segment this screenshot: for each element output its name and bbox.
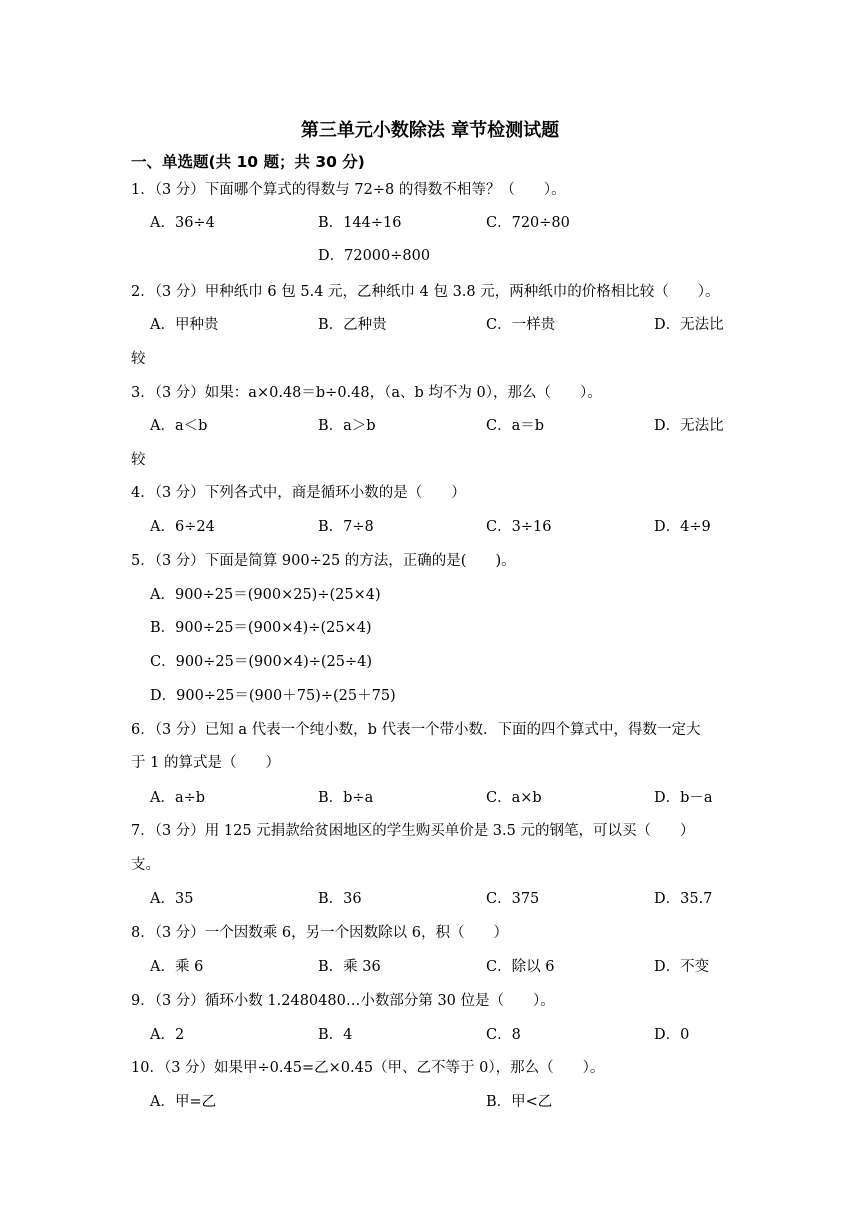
question-3-stem: 3．（3 分）如果：a×0.48＝b÷0.48，（a、b 均不为 0），那么（ ）。 xyxy=(131,385,602,401)
page-title: 第三单元小数除法 章节检测试题 xyxy=(300,120,560,141)
question-8-option-c: C．除以 6 xyxy=(486,959,555,975)
question-3-option-d: D．无法比 xyxy=(654,418,724,434)
question-9-option-a: A．2 xyxy=(150,1027,185,1043)
question-1-option-a: A．36÷4 xyxy=(150,215,215,231)
question-4-option-b: B．7÷8 xyxy=(318,519,374,535)
question-8-option-a: A．乘 6 xyxy=(150,959,204,975)
question-8-option-b: B．乘 36 xyxy=(318,959,381,975)
question-3-option-a: A．a＜b xyxy=(150,418,208,434)
question-5-option-c: C．900÷25＝(900×4)÷(25÷4) xyxy=(150,654,373,670)
question-2-option-c: C．一样贵 xyxy=(486,317,556,333)
question-6-option-b: B．b÷a xyxy=(318,790,374,806)
question-7-option-d: D．35.7 xyxy=(654,891,713,907)
question-2-option-b: B．乙种贵 xyxy=(318,317,387,333)
question-3-option-d-wrap: 较 xyxy=(131,452,146,468)
question-2-option-d-wrap: 较 xyxy=(131,351,146,367)
question-5-stem: 5．（3 分）下面是简算 900÷25 的方法，正确的是( )。 xyxy=(131,553,516,569)
question-6-stem-line-1: 6．（3 分）已知 a 代表一个纯小数，b 代表一个带小数．下面的四个算式中，得数一定大 xyxy=(131,722,701,738)
question-6-option-c: C．a×b xyxy=(486,790,542,806)
question-7-option-c: C．375 xyxy=(486,891,540,907)
question-4-stem: 4．（3 分）下列各式中，商是循环小数的是（ ） xyxy=(131,485,466,501)
question-9-option-c: C．8 xyxy=(486,1027,521,1043)
question-8-option-d: D．不变 xyxy=(654,959,710,975)
question-2-option-a: A．甲种贵 xyxy=(150,317,219,333)
question-5-option-b: B．900÷25＝(900×4)÷(25×4) xyxy=(150,620,372,636)
question-1-stem: 1．（3 分）下面哪个算式的得数与 72÷8 的得数不相等？（ ）。 xyxy=(131,182,566,198)
question-7-stem-line-1: 7．（3 分）用 125 元捐款给贫困地区的学生购买单价是 3.5 元的钢笔，可以买（ ） xyxy=(131,823,695,839)
question-5-option-a: A．900÷25＝(900×25)÷(25×4) xyxy=(150,587,381,603)
question-4-option-c: C．3÷16 xyxy=(486,519,552,535)
question-6-option-a: A．a÷b xyxy=(150,790,206,806)
question-1-option-b: B．144÷16 xyxy=(318,215,402,231)
question-3-option-c: C．a＝b xyxy=(486,418,545,434)
question-9-option-b: B．4 xyxy=(318,1027,353,1043)
question-1-option-c: C．720÷80 xyxy=(486,215,570,231)
question-7-option-a: A．35 xyxy=(150,891,194,907)
question-3-option-b: B．a＞b xyxy=(318,418,376,434)
question-10-stem: 10．（3 分）如果甲÷0.45=乙×0.45（甲、乙不等于 0），那么（ ）。 xyxy=(131,1060,605,1076)
question-10-option-a: A．甲=乙 xyxy=(150,1094,217,1110)
question-7-stem-line-2: 支。 xyxy=(131,857,160,873)
question-7-option-b: B．36 xyxy=(318,891,362,907)
question-4-option-d: D．4÷9 xyxy=(654,519,711,535)
question-2-stem: 2．（3 分）甲种纸巾 6 包 5.4 元，乙种纸巾 4 包 3.8 元，两种纸巾的价格相比较（ ）。 xyxy=(131,284,720,300)
question-4-option-a: A．6÷24 xyxy=(150,519,215,535)
question-9-stem: 9．（3 分）循环小数 1.2480480…小数部分第 30 位是（ ）。 xyxy=(131,993,555,1009)
question-10-option-b: B．甲<乙 xyxy=(486,1094,553,1110)
question-1-option-d: D．72000÷800 xyxy=(318,248,431,264)
question-6-option-d: D．b－a xyxy=(654,790,713,806)
section-heading: 一、单选题(共 10 题；共 30 分) xyxy=(131,153,365,171)
question-5-option-d: D．900÷25＝(900＋75)÷(25＋75) xyxy=(150,688,396,704)
question-9-option-d: D．0 xyxy=(654,1027,690,1043)
question-2-option-d: D．无法比 xyxy=(654,317,724,333)
question-8-stem: 8．（3 分）一个因数乘 6，另一个因数除以 6，积（ ） xyxy=(131,925,508,941)
question-6-stem-line-2: 于 1 的算式是（ ） xyxy=(131,755,280,771)
